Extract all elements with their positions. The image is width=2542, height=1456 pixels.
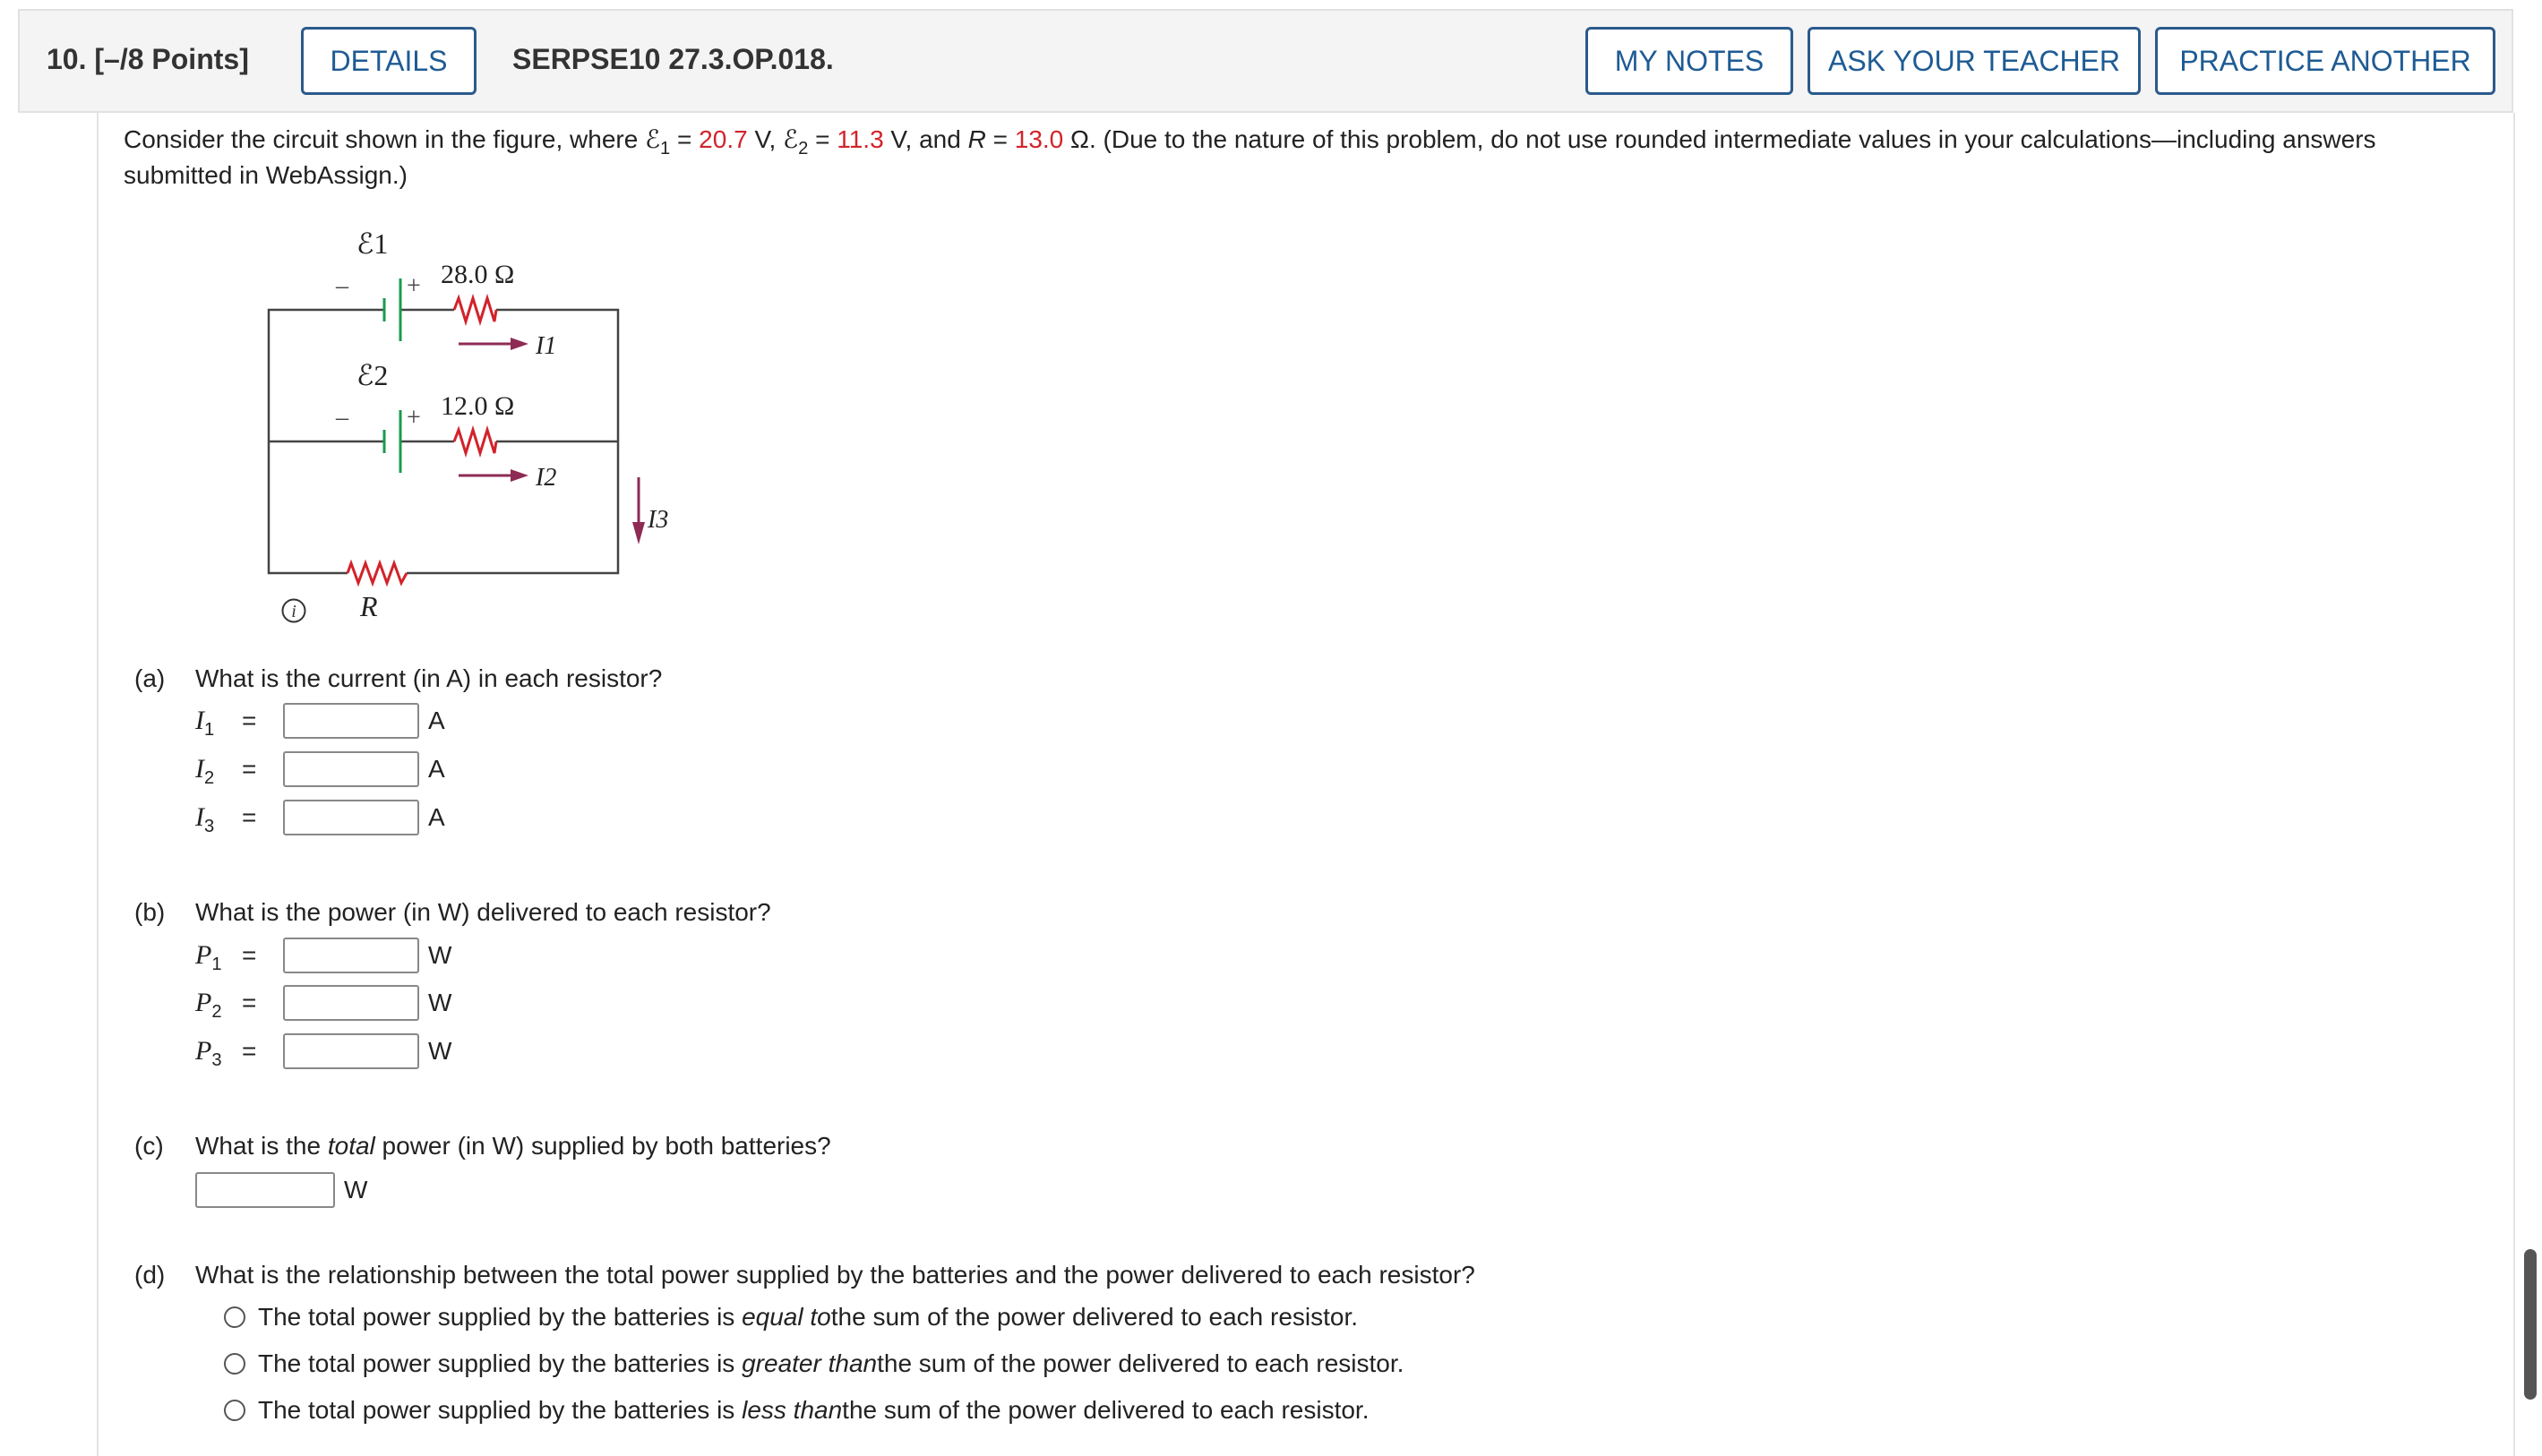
resistor-12-ohm <box>454 430 496 453</box>
i2-var-letter: I <box>195 754 204 784</box>
option-text-post: the sum of the power delivered to each resistor. <box>842 1396 1370 1424</box>
emf2-symbol: ℰ <box>783 125 799 153</box>
emf1-subscript: 1 <box>660 139 671 159</box>
option-text-pre: The total power supplied by the batteries is <box>258 1349 735 1377</box>
details-button[interactable]: DETAILS <box>301 27 477 95</box>
option-text-pre: The total power supplied by the batteries is <box>258 1396 735 1424</box>
p2-var-letter: P <box>195 988 212 1017</box>
p2-unit: W <box>428 989 452 1016</box>
content-right-border <box>2513 113 2515 1456</box>
part-d-text: What is the relationship between the total power supplied by the batteries and the power delivered to each resistor? <box>195 1261 1475 1289</box>
prompt-text-1: Consider the circuit shown in the figure, where <box>124 125 646 153</box>
part-c-emphasis: total <box>327 1132 375 1160</box>
total-power-input[interactable] <box>195 1172 335 1208</box>
question-points-label: 10. [–/8 Points] <box>47 43 249 75</box>
r-label: R <box>360 590 378 622</box>
i3-input[interactable] <box>283 800 419 835</box>
resistor-28-label: 28.0 Ω <box>441 260 515 289</box>
part-b-question <box>134 898 771 927</box>
i1-label: I1 <box>536 332 557 360</box>
current-arrow-i3 <box>632 477 645 544</box>
p2-var-sub: 2 <box>211 1002 222 1023</box>
prompt-text-4: Ω. (Due to the nature of this problem, do not use rounded intermediate values in your calculations—including answers submitted in WebAssign.) <box>124 125 2376 189</box>
i1-variable <box>195 706 242 741</box>
resistor-12-label: 12.0 Ω <box>441 391 515 421</box>
i3-unit: A <box>428 803 445 831</box>
i1-unit: A <box>428 707 445 734</box>
i2-label: I2 <box>536 464 557 492</box>
part-c-text-2: power (in W) supplied by both batteries? <box>374 1132 831 1160</box>
option-text-post: the sum of the power delivered to each resistor. <box>877 1349 1404 1377</box>
option-emphasis: equal to <box>742 1303 831 1331</box>
vertical-scrollbar-thumb[interactable] <box>2524 1249 2537 1400</box>
p1-var-letter: P <box>195 940 212 970</box>
p3-var-sub: 3 <box>211 1050 222 1071</box>
prompt-text-3: V, and <box>883 125 968 153</box>
part-a-text: What is the current (in A) in each resistor? <box>195 664 663 692</box>
option-emphasis: less than <box>742 1396 843 1424</box>
part-c-text-1: What is the <box>195 1132 328 1160</box>
equals-2: = <box>808 125 837 153</box>
i1-var-sub: 1 <box>204 720 215 741</box>
p3-unit: W <box>428 1037 452 1065</box>
p2-variable <box>195 988 242 1023</box>
p1-unit: W <box>428 941 452 969</box>
p1-var-sub: 1 <box>211 955 222 975</box>
emf1-minus-sign: – <box>336 272 348 300</box>
p3-equals: = <box>242 1037 257 1065</box>
info-icon-glyph: i <box>291 602 296 621</box>
p1-answer-row <box>195 938 451 973</box>
total-power-answer-row <box>195 1172 367 1208</box>
circuit-figure <box>251 210 681 631</box>
radio-button[interactable] <box>224 1400 245 1421</box>
current-arrow-i1 <box>459 338 528 350</box>
emf2-value: 11.3 <box>837 125 884 153</box>
part-d-question <box>134 1261 1475 1289</box>
option-greater-than[interactable] <box>224 1349 1404 1378</box>
battery-emf1 <box>384 278 400 341</box>
option-text-pre: The total power supplied by the batteries is <box>258 1303 735 1331</box>
prompt-text-2: V, <box>747 125 784 153</box>
battery-emf2 <box>384 410 400 473</box>
option-equal-to[interactable] <box>224 1303 1358 1332</box>
emf2-plus-sign: + <box>407 404 421 432</box>
resistance-symbol: R <box>967 125 986 153</box>
i3-answer-row <box>195 800 445 835</box>
info-icon[interactable] <box>280 597 307 624</box>
i3-variable <box>195 802 242 837</box>
ask-your-teacher-button[interactable]: ASK YOUR TEACHER <box>1808 27 2141 95</box>
i1-equals: = <box>242 707 257 734</box>
p3-variable <box>195 1036 242 1071</box>
i2-answer-row <box>195 751 445 787</box>
part-c-letter: (c) <box>134 1132 164 1160</box>
my-notes-button[interactable]: MY NOTES <box>1585 27 1793 95</box>
i1-var-letter: I <box>195 706 204 735</box>
i3-var-letter: I <box>195 802 204 832</box>
i3-equals: = <box>242 803 257 831</box>
part-a-question <box>134 664 662 693</box>
current-arrow-i2 <box>459 469 528 482</box>
emf1-value: 20.7 <box>699 125 748 153</box>
p2-answer-row <box>195 985 451 1021</box>
i2-variable <box>195 754 242 789</box>
p3-input[interactable] <box>283 1033 419 1069</box>
emf2-subscript: 2 <box>798 139 809 159</box>
p3-var-letter: P <box>195 1036 212 1066</box>
p2-input[interactable] <box>283 985 419 1021</box>
p1-input[interactable] <box>283 938 419 973</box>
p1-equals: = <box>242 941 257 969</box>
part-b-letter: (b) <box>134 898 166 926</box>
i2-equals: = <box>242 755 257 783</box>
i3-var-sub: 3 <box>204 817 215 837</box>
option-less-than[interactable] <box>224 1396 1370 1425</box>
equals-1: = <box>670 125 700 153</box>
part-a-letter: (a) <box>134 664 166 692</box>
p3-answer-row <box>195 1033 451 1069</box>
option-text-post: the sum of the power delivered to each resistor. <box>830 1303 1359 1331</box>
part-d-letter: (d) <box>134 1261 166 1289</box>
question-header <box>18 9 2513 113</box>
p1-variable <box>195 940 242 975</box>
i3-label: I3 <box>648 506 669 534</box>
emf1-plus-sign: + <box>407 272 421 300</box>
resistor-28-ohm <box>454 298 496 321</box>
i2-unit: A <box>428 755 445 783</box>
radio-button[interactable] <box>224 1353 245 1375</box>
equals-3: = <box>985 125 1015 153</box>
resistance-value: 13.0 <box>1014 125 1064 153</box>
total-power-unit: W <box>344 1176 368 1203</box>
radio-button[interactable] <box>224 1306 245 1328</box>
option-emphasis: greater than <box>742 1349 878 1377</box>
part-c-question <box>134 1132 831 1161</box>
i2-input[interactable] <box>283 751 419 787</box>
part-b-text: What is the power (in W) delivered to each resistor? <box>195 898 771 926</box>
content-left-border <box>97 113 99 1456</box>
problem-code: SERPSE10 27.3.OP.018. <box>512 43 834 75</box>
emf1-label: ℰ1 <box>356 227 389 260</box>
i1-answer-row <box>195 703 445 739</box>
emf2-minus-sign: – <box>336 404 348 432</box>
emf2-label: ℰ2 <box>356 359 389 391</box>
problem-statement <box>124 122 2488 193</box>
i1-input[interactable] <box>283 703 419 739</box>
circuit-wires <box>269 310 618 573</box>
practice-another-button[interactable]: PRACTICE ANOTHER <box>2155 27 2495 95</box>
i2-var-sub: 2 <box>204 768 215 789</box>
p2-equals: = <box>242 989 257 1016</box>
emf1-symbol: ℰ <box>645 125 661 153</box>
resistor-r <box>348 563 407 583</box>
